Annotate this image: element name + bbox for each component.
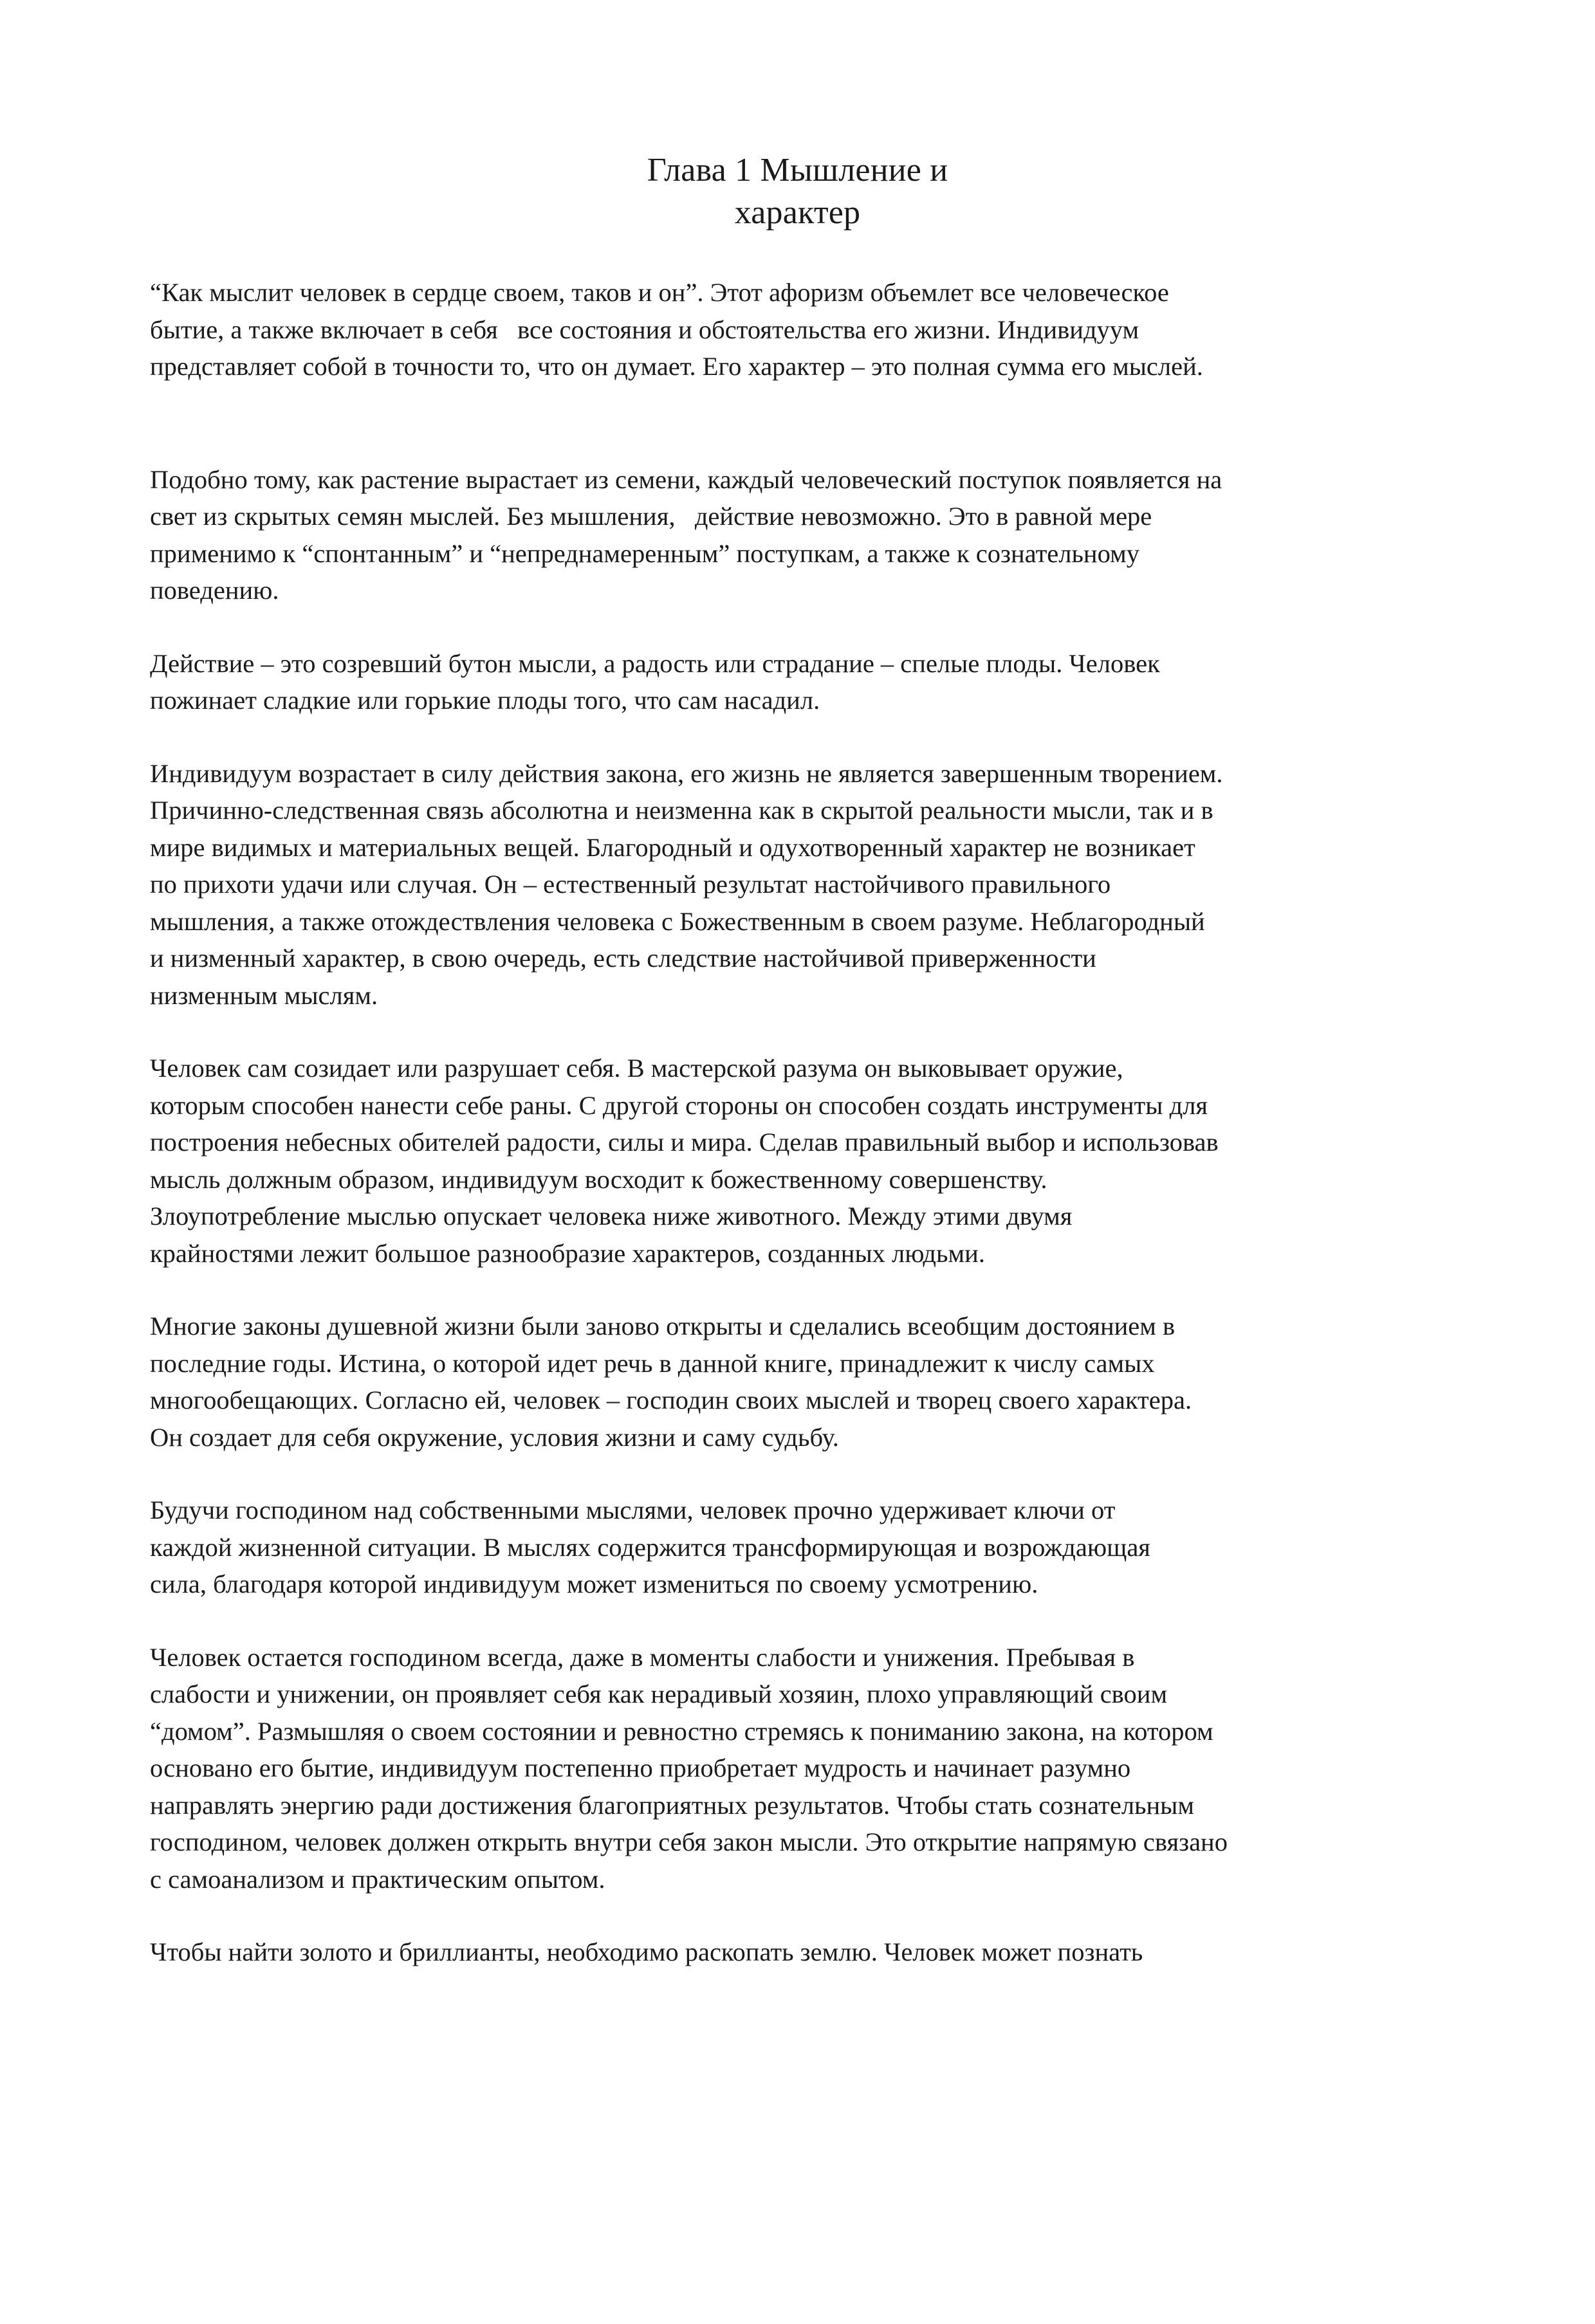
paragraph: [150, 461, 1469, 609]
text-line: низменным мыслям.: [150, 980, 378, 1010]
text-line: многообещающих. Согласно ей, человек – господин своих мыслей и творец своего характера.: [150, 1386, 1192, 1414]
text-line: Он создает для себя окружение, условия жизни и саму судьбу.: [150, 1422, 839, 1452]
text-line: сила, благодаря которой индивидуум может измениться по своему усмотрению.: [150, 1569, 1038, 1598]
text-line: пожинает сладкие или горькие плоды того, что сам насадил.: [150, 686, 820, 715]
text-line: с самоанализом и практическим опытом.: [150, 1864, 605, 1894]
text-line: мышления, а также отождествления человека с Божественным в своем разуме. Неблагородный: [150, 906, 1205, 936]
paragraph: [150, 1639, 1469, 1898]
text-line: основано его бытие, индивидуум постепенно приобретает мудрость и начинает разумно: [150, 1753, 1131, 1782]
text-line: Чтобы найти золото и бриллианты, необходимо раскопать землю. Человек может познать: [150, 1937, 1143, 1966]
text-line: мысль должным образом, индивидуум восходит к божественному совершенству.: [150, 1164, 1047, 1194]
text-line: мире видимых и материальных вещей. Благородный и одухотворенный характер не возникает: [150, 832, 1195, 862]
text-line: применимо к “спонтанным” и “непреднамеренным” поступкам, а также к сознательному: [150, 538, 1139, 568]
text-line: Человек остается господином всегда, даже в моменты слабости и унижения. Пребывая в: [150, 1642, 1135, 1672]
text-line: крайностями лежит большое разнообразие характеров, созданных людьми.: [150, 1238, 985, 1268]
text-line: последние годы. Истина, о которой идет речь в данной книге, принадлежит к числу самых: [150, 1348, 1155, 1378]
text-line: Злоупотребление мыслью опускает человека ниже животного. Между этими двумя: [150, 1202, 1073, 1231]
text-line: Индивидуум возрастает в силу действия закона, его жизнь не является завершенным творением.: [150, 758, 1223, 788]
text-line: построения небесных обителей радости, силы и мира. Сделав правильный выбор и использовав: [150, 1128, 1219, 1157]
paragraph: [150, 1934, 1469, 1971]
text-line: Будучи господином над собственными мыслями, человек прочно удерживает ключи от: [150, 1496, 1116, 1524]
paragraph: [150, 755, 1469, 1014]
text-line: Причинно-следственная связь абсолютна и неизменна как в скрытой реальности мысли, так и в: [150, 796, 1213, 825]
text-line: Человек сам созидает или разрушает себя. В мастерской разума он выковывает оружие,: [150, 1054, 1123, 1083]
paragraph: [150, 1308, 1469, 1456]
text-line: “домом”. Размышляя о своем состоянии и ревностно стремясь к пониманию закона, на котором: [150, 1716, 1213, 1746]
text-line: Подобно тому, как растение вырастает из семени, каждый человеческий поступок появляется на: [150, 464, 1222, 494]
text-line: “Как мыслит человек в сердце своем, таков и он”. Этот афоризм объемлет все человеческое: [150, 278, 1169, 307]
chapter-title-line: Глава 1 Мышление и: [647, 152, 948, 188]
text-line: и низменный характер, в свою очередь, есть следствие настойчивой приверженности: [150, 944, 1096, 973]
text-line: бытие, а также включает в себя все состояния и обстоятельства его жизни. Индивидуум: [150, 315, 1139, 344]
text-line: по прихоти удачи или случая. Он – естественный результат настойчивого правильного: [150, 870, 1111, 899]
paragraph: [150, 274, 1469, 385]
paragraph: [150, 1492, 1469, 1603]
chapter-title: [0, 149, 1595, 234]
chapter-title-line: характер: [734, 194, 861, 231]
text-line: свет из скрытых семян мыслей. Без мышления, действие невозможно. Это в равной мере: [150, 502, 1152, 531]
text-line: которым способен нанести себе раны. С другой стороны он способен создать инструменты для: [150, 1090, 1208, 1120]
text-line: слабости и унижении, он проявляет себя как нерадивый хозяин, плохо управляющий своим: [150, 1679, 1168, 1708]
text-line: направлять энергию ради достижения благоприятных результатов. Чтобы стать сознательным: [150, 1790, 1195, 1820]
text-line: каждой жизненной ситуации. В мыслях содержится трансформирующая и возрождающая: [150, 1532, 1150, 1562]
paragraph: [150, 645, 1469, 719]
text-line: представляет собой в точности то, что он думает. Его характер – это полная сумма его мыслей.: [150, 352, 1203, 381]
text-line: господином, человек должен открыть внутри себя закон мысли. Это открытие напрямую связано: [150, 1827, 1228, 1856]
paragraph: [150, 1050, 1469, 1272]
chapter-body: [150, 274, 1469, 1971]
text-line: Действие – это созревший бутон мысли, а радость или страдание – спелые плоды. Человек: [150, 648, 1160, 678]
text-line: поведению.: [150, 576, 279, 605]
text-line: Многие законы душевной жизни были заново открыты и сделались всеобщим достоянием в: [150, 1312, 1176, 1340]
